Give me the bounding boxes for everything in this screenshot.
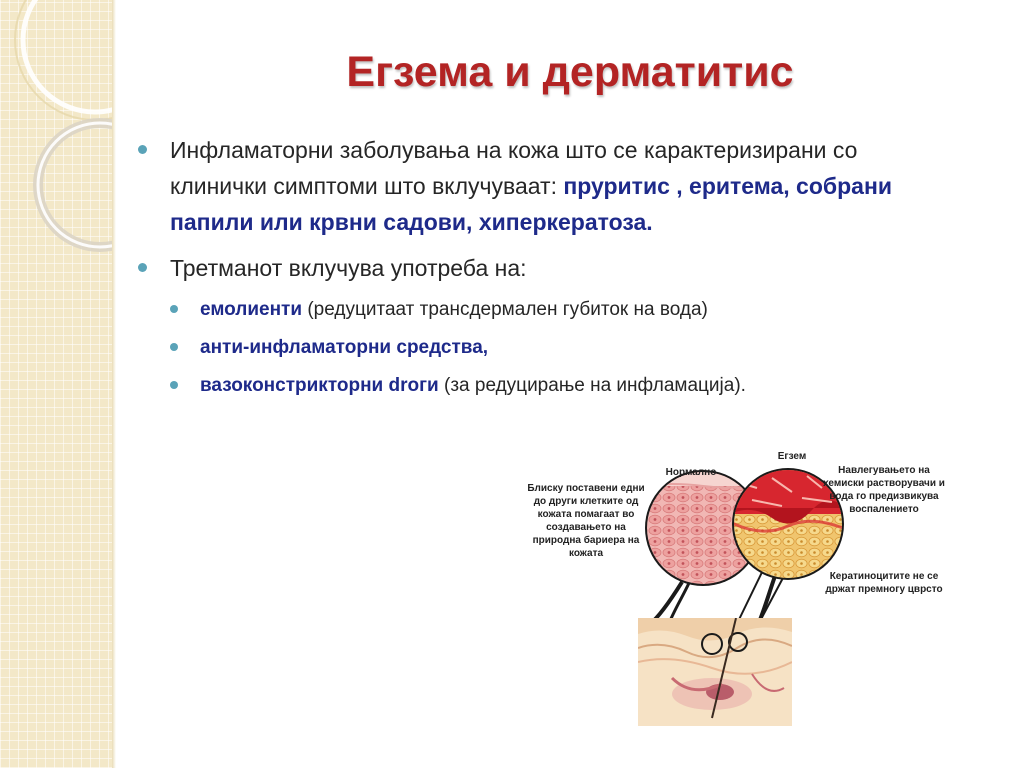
bullet-text: Инфламаторни заболувања на кожа што се карактеризирани со клинички симптоми што вклучуваат: [170, 137, 858, 199]
sub-bullet-item [138, 372, 928, 400]
bullet-item [138, 132, 928, 240]
sidebar-edge [112, 0, 116, 768]
sub-bullet-text: (редуцитаат трансдермален губиток на вода) [302, 299, 708, 320]
eczema-illustration [522, 448, 962, 726]
caption-eczema-top: Навлегувањето на хемиски растворувачи и вода го предизвикува воспалението [823, 465, 945, 515]
slide-content [138, 132, 928, 410]
sub-bullet-highlight: анти-инфламаторни средства, [200, 337, 489, 358]
skin-cross-section [638, 618, 792, 726]
sub-bullet-highlight: вазоконстрикторни droги [200, 375, 439, 396]
label-eczema: Егзем [777, 451, 807, 462]
sub-bullet-item [138, 296, 928, 324]
label-normal: Нормално [665, 467, 717, 478]
caption-eczema-bottom: Кератиноцитите не се држат премногу цврсто [825, 571, 943, 595]
ring-decoration [0, 0, 112, 768]
decorative-sidebar [0, 0, 112, 768]
caption-normal: Блиску поставени едни до други клетките од кожата помагаат во создавањето на природна бариера на кожата [527, 483, 645, 559]
sub-bullet-highlight: емолиенти [200, 299, 303, 320]
bullet-text: Третманот вклучува употреба на: [170, 255, 527, 281]
sub-bullet-item [138, 334, 928, 362]
slide-title: Егзема и дерматитис [346, 48, 794, 96]
bullet-item [138, 250, 928, 286]
sub-bullet-text: (за редуцирање на инфламација). [438, 375, 746, 396]
bullet-highlight: пруритис , еритема, собрани папили или крвни садови, хиперкератоза. [170, 173, 892, 235]
